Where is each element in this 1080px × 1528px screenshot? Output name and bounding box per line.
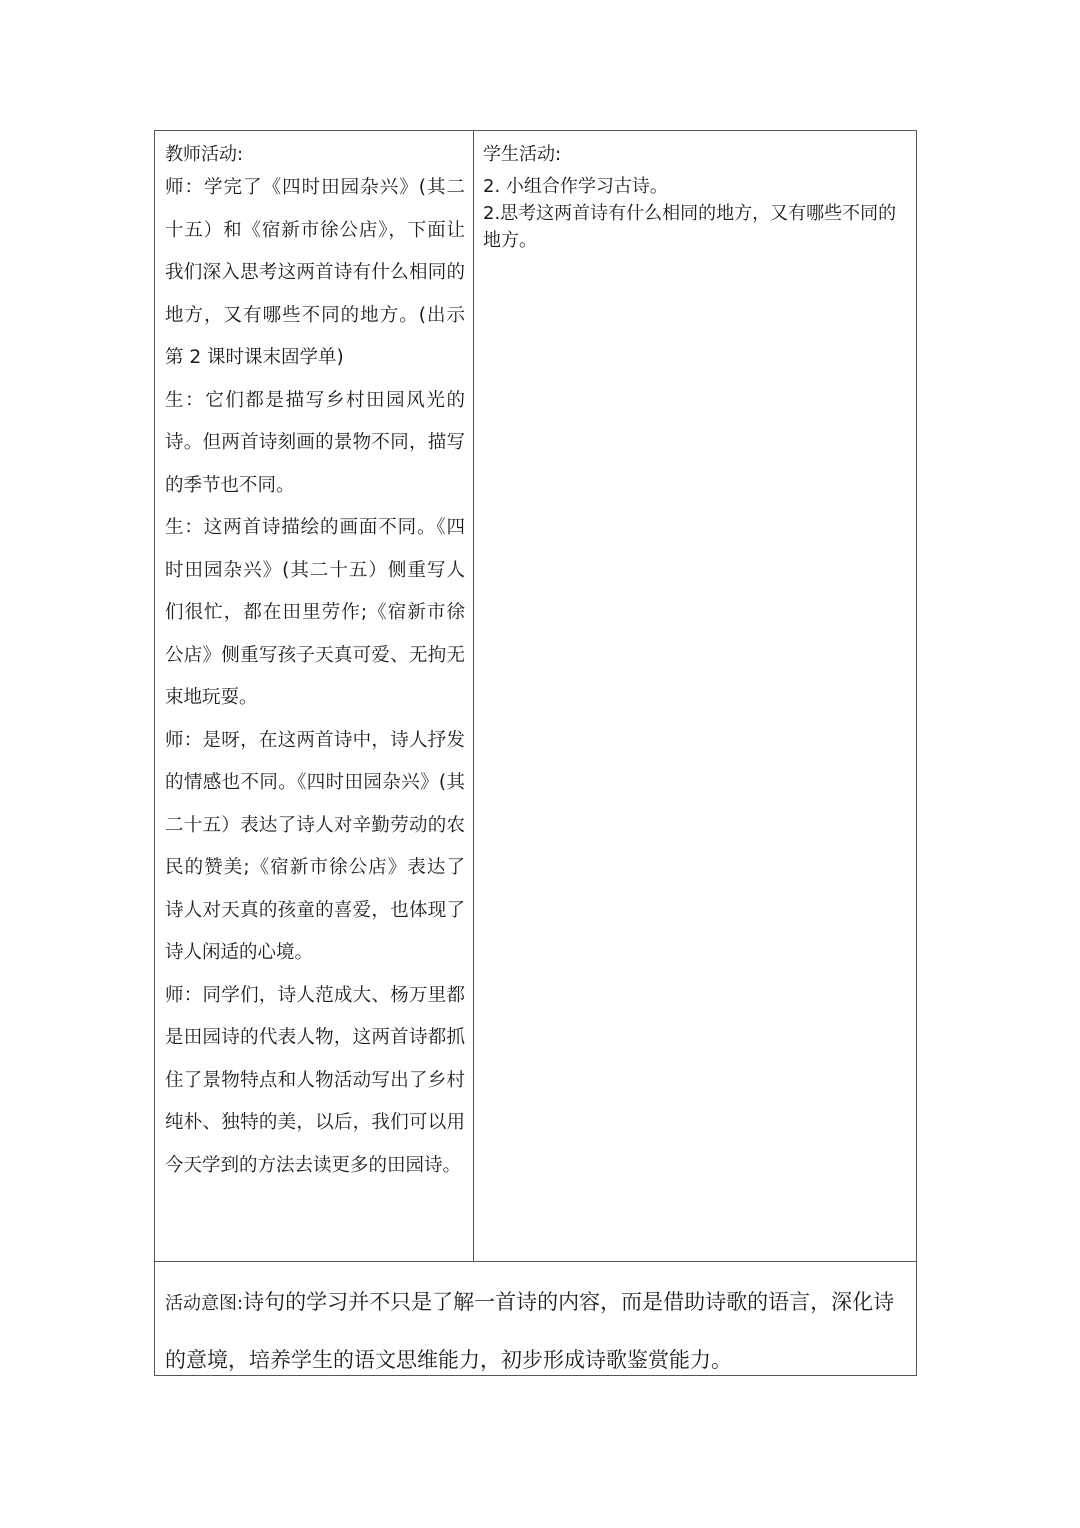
activities-row	[155, 131, 916, 1262]
teacher-paragraph: 生：这两首诗描绘的画面不同。《四时田园杂兴》(其二十五）侧重写人们很忙，都在田里劳作;《宿新市徐公店》侧重写孩子天真可爱、无拘无束地玩耍。	[165, 517, 465, 708]
teacher-activity-body	[165, 167, 465, 1187]
teacher-activity-cell	[155, 131, 474, 1261]
student-activity-item: 2.思考这两首诗有什么相同的地方，又有哪些不同的地方。	[483, 203, 897, 251]
student-activity-body	[483, 173, 908, 254]
teacher-paragraph: 生：它们都是描写乡村田园风光的诗。但两首诗刻画的景物不同，描写的季节也不同。	[165, 389, 465, 496]
activity-intent-text: 诗句的学习并不只是了解一首诗的内容，而是借助诗歌的语言，深化诗的意境，培养学生的语文思维能力，初步形成诗歌鉴赏能力。	[165, 1290, 895, 1372]
activity-intent-label: 活动意图:	[165, 1293, 244, 1314]
teacher-paragraph: 师：学完了《四时田园杂兴》(其二十五）和《宿新市徐公店》，下面让我们深入思考这两首诗有什么相同的地方，又有哪些不同的地方。(出示第 2 课时课末固学单)	[165, 177, 465, 368]
student-activity-item: 2. 小组合作学习古诗。	[483, 176, 668, 197]
lesson-activity-table	[154, 130, 917, 1376]
student-activity-cell	[474, 131, 916, 1261]
teacher-activity-heading: 教师活动:	[165, 144, 244, 165]
student-activity-heading: 学生活动:	[483, 144, 562, 165]
activity-intent-row	[155, 1262, 916, 1375]
activity-intent	[165, 1274, 908, 1389]
teacher-paragraph: 师：是呀，在这两首诗中，诗人抒发的情感也不同。《四时田园杂兴》(其二十五）表达了诗人对辛勤劳动的农民的赞美;《宿新市徐公店》表达了诗人对天真的孩童的喜爱，也体现了诗人闲适的心境。	[165, 729, 465, 963]
teacher-paragraph: 师：同学们，诗人范成大、杨万里都是田园诗的代表人物，这两首诗都抓住了景物特点和人物活动写出了乡村纯朴、独特的美，以后，我们可以用今天学到的方法去读更多的田园诗。	[165, 984, 465, 1176]
